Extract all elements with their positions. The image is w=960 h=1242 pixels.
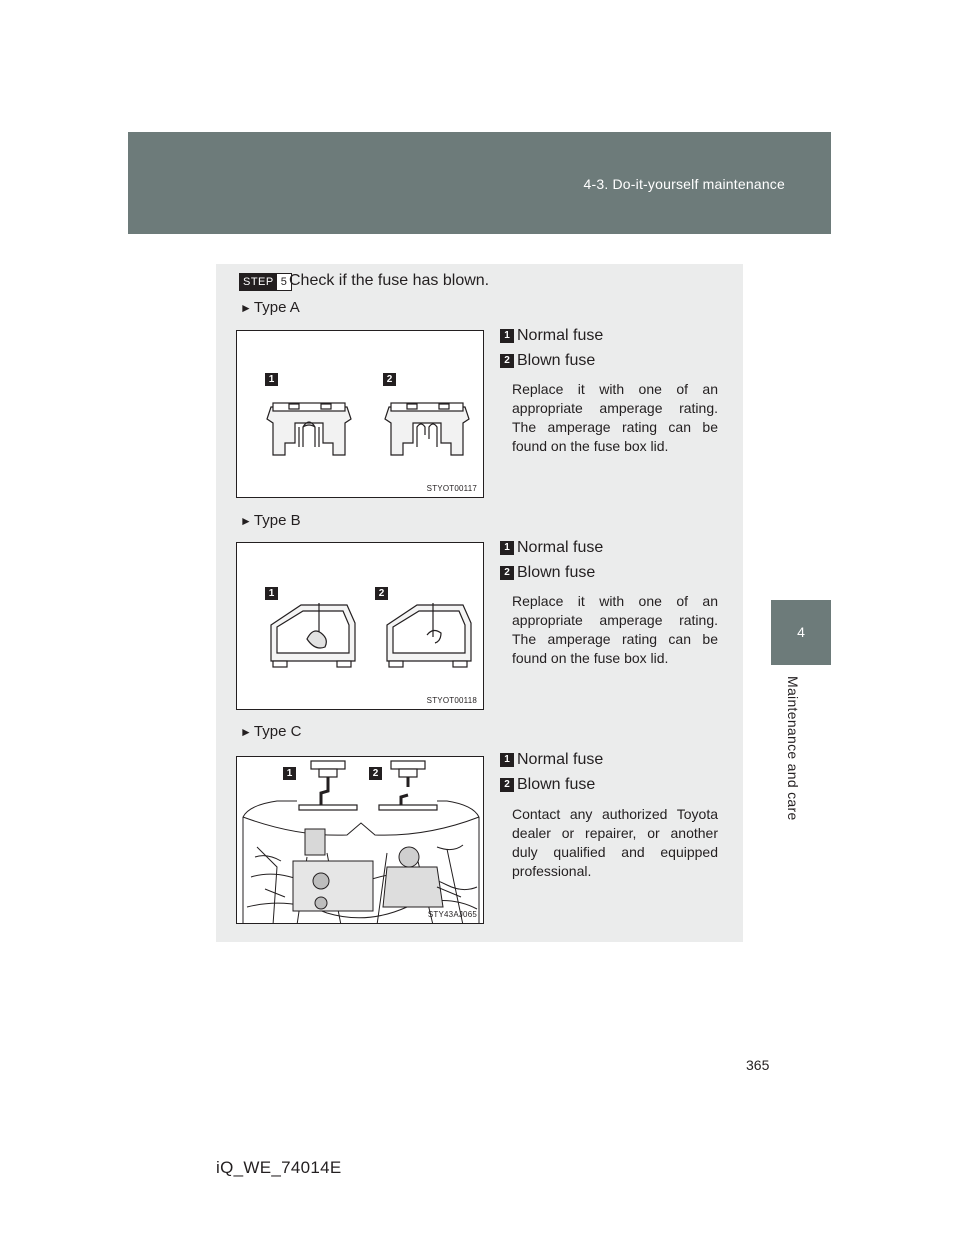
triangle-right-icon: ► bbox=[240, 514, 252, 528]
type-b-description: Replace it with one of an appropriate amperage rating. The amperage rating can be found on the fuse box lid. bbox=[512, 593, 718, 666]
step-instruction: Check if the fuse has blown. bbox=[289, 272, 490, 289]
type-b-label-text: Type B bbox=[253, 512, 301, 529]
step-badge-number: 5 bbox=[280, 276, 287, 288]
list-item bbox=[500, 564, 595, 582]
fuse-type-b-figure bbox=[236, 542, 484, 710]
callout-badge-2: 2 bbox=[375, 587, 388, 600]
item-label: Blown fuse bbox=[517, 352, 596, 369]
type-a-description: Replace it with one of an appropriate amperage rating. The amperage rating can be found on the fuse box lid. bbox=[512, 381, 718, 454]
item-number: 2 bbox=[500, 354, 514, 368]
item-number: 1 bbox=[500, 329, 514, 343]
callout-badge-1: 1 bbox=[283, 767, 296, 780]
item-number: 1 bbox=[500, 753, 514, 767]
list-item bbox=[500, 327, 603, 345]
item-number: 2 bbox=[500, 778, 514, 792]
page-number: 365 bbox=[746, 1057, 770, 1073]
callout-badge-2: 2 bbox=[383, 373, 396, 386]
fuse-type-a-illustration bbox=[237, 331, 484, 498]
item-label: Blown fuse bbox=[517, 776, 596, 793]
callout-badge-1: 1 bbox=[265, 373, 278, 386]
list-item bbox=[500, 776, 595, 794]
fuse-type-c-illustration bbox=[237, 757, 484, 924]
item-number: 2 bbox=[500, 566, 514, 580]
chapter-number: 4 bbox=[797, 624, 805, 640]
document-code: iQ_WE_74014E bbox=[216, 1158, 342, 1177]
figure-code: STY43AJ065 bbox=[427, 910, 477, 919]
item-number: 1 bbox=[500, 541, 514, 555]
type-a-label bbox=[240, 299, 300, 316]
figure-code: STYOT00117 bbox=[426, 484, 477, 493]
chapter-label: Maintenance and care bbox=[785, 676, 801, 821]
step-badge bbox=[239, 273, 292, 291]
chapter-tab bbox=[771, 600, 831, 665]
triangle-right-icon: ► bbox=[240, 725, 252, 739]
fuse-type-b-illustration bbox=[237, 543, 484, 710]
type-b-label bbox=[240, 512, 301, 529]
list-item bbox=[500, 539, 603, 557]
callout-badge-1: 1 bbox=[265, 587, 278, 600]
list-item bbox=[500, 352, 595, 370]
type-a-label-text: Type A bbox=[253, 299, 300, 316]
type-c-description: Contact any authorized Toyota dealer or repairer, or another duly qualified and equipped professional. bbox=[512, 806, 718, 879]
item-label: Blown fuse bbox=[517, 564, 596, 581]
item-label: Normal fuse bbox=[517, 327, 604, 344]
type-c-label-text: Type C bbox=[253, 723, 302, 740]
fuse-type-c-figure bbox=[236, 756, 484, 924]
callout-badge-2: 2 bbox=[369, 767, 382, 780]
fuse-type-a-figure bbox=[236, 330, 484, 498]
item-label: Normal fuse bbox=[517, 539, 604, 556]
item-label: Normal fuse bbox=[517, 751, 604, 768]
triangle-right-icon: ► bbox=[240, 301, 252, 315]
list-item bbox=[500, 751, 603, 769]
section-title: 4-3. Do-it-yourself maintenance bbox=[583, 176, 785, 192]
type-c-label bbox=[240, 723, 301, 740]
figure-code: STYOT00118 bbox=[426, 696, 477, 705]
page-header bbox=[128, 132, 831, 234]
step-badge-label: STEP bbox=[240, 274, 277, 290]
